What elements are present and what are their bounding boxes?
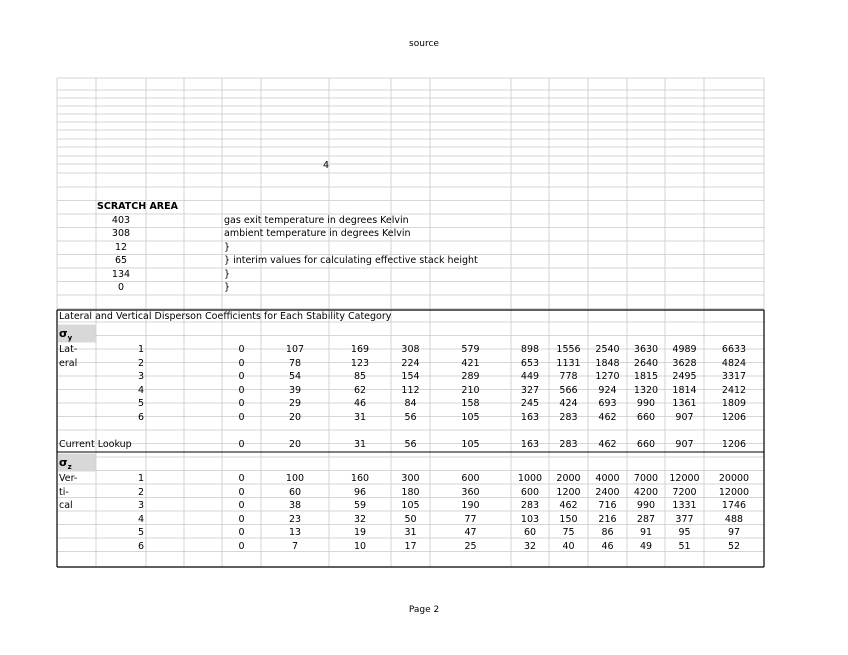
sigma-y-value: 1361: [672, 398, 697, 409]
scratch-note: }: [224, 282, 231, 293]
sigma-z-value: 0: [238, 486, 245, 498]
marker-value: 4: [322, 160, 329, 171]
sigma-z-category: 1: [137, 473, 144, 484]
sigma-y-value: 210: [461, 384, 480, 396]
current-lookup-label: Current Lookup: [59, 439, 132, 450]
sigma-y-value: 289: [461, 371, 480, 382]
sigma-y-value: 107: [285, 344, 305, 355]
sigma-y-value: 3630: [633, 344, 659, 355]
current-lookup-value: 907: [675, 439, 694, 450]
sigma-y-value: 39: [288, 384, 302, 396]
sigma-z-value: 10: [353, 540, 367, 552]
sigma-y-value: 424: [559, 398, 578, 409]
sigma-y-value: 78: [288, 357, 302, 369]
sigma-y-value: 2412: [721, 384, 747, 396]
sigma-z-value: 19: [353, 527, 367, 538]
sigma-z-value: 31: [404, 527, 417, 538]
sigma-y-side-label: eral: [59, 357, 78, 369]
sigma-y-value: 31: [353, 411, 367, 423]
sigma-z-value: 100: [285, 473, 305, 484]
sigma-z-category: 2: [137, 486, 144, 498]
sigma-z-value: 17: [404, 540, 417, 552]
sigma-z-value: 160: [350, 473, 370, 484]
sigma-y-value: 2495: [672, 371, 697, 382]
sigma-y-value: 1131: [556, 357, 581, 369]
sigma-z-value: 13: [288, 527, 302, 538]
sigma-y-value: 0: [238, 357, 245, 369]
sigma-y-value: 0: [238, 411, 245, 423]
sigma-y-category: 3: [137, 371, 144, 382]
sigma-z-value: 1331: [672, 500, 697, 511]
sigma-z-value: 990: [636, 500, 656, 511]
sigma-z-value: 59: [353, 500, 367, 511]
sigma-y-value: 327: [520, 384, 540, 396]
sigma-z-value: 1200: [556, 486, 581, 498]
sigma-y-value: 1814: [672, 384, 697, 396]
current-lookup-value: 462: [598, 439, 617, 450]
sigma-z-value: 360: [461, 486, 480, 498]
sigma-z-value: 60: [288, 486, 302, 498]
sigma-z-value: 75: [562, 527, 575, 538]
sigma-z-value: 105: [401, 500, 420, 511]
sigma-z-value: 0: [238, 500, 245, 511]
sigma-y-value: 163: [520, 411, 540, 423]
sigma-y-value: 0: [238, 344, 245, 355]
sigma-y-value: 29: [288, 398, 302, 409]
sigma-y-value: 462: [598, 411, 617, 423]
current-lookup-value: 0: [238, 439, 245, 450]
sigma-z-value: 32: [523, 540, 537, 552]
sigma-z-category: 5: [137, 527, 144, 538]
sigma-y-value: 907: [675, 411, 694, 423]
sigma-z-value: 12000: [718, 486, 750, 498]
scratch-value: 12: [114, 241, 128, 253]
sigma-y-value: 778: [559, 371, 578, 382]
sigma-y-category: 1: [137, 344, 144, 355]
sigma-y-value: 169: [350, 344, 370, 355]
sigma-y-value: 421: [461, 357, 480, 369]
sigma-y-value: 2640: [633, 357, 659, 369]
sigma-y-value: 46: [353, 398, 367, 409]
sigma-z-value: 96: [353, 486, 367, 498]
sigma-y-category: 2: [137, 357, 144, 369]
scratch-note: ambient temperature in degrees Kelvin: [224, 228, 411, 239]
sigma-z-value: 180: [401, 486, 420, 498]
sigma-z-value: 7200: [672, 486, 697, 498]
sigma-z-value: 0: [238, 527, 245, 538]
sigma-z-symbol-letter: σ: [59, 456, 68, 469]
sigma-z-value: 95: [678, 527, 691, 538]
scratch-note: } interim values for calculating effective stack height: [224, 255, 478, 266]
sigma-y-symbol-sub: y: [67, 334, 73, 343]
sigma-z-value: 103: [520, 513, 540, 525]
sigma-z-value: 77: [464, 513, 477, 525]
sigma-y-value: 1556: [556, 344, 581, 355]
sigma-y-value: 4824: [721, 357, 747, 369]
sigma-z-value: 287: [636, 513, 656, 525]
sigma-z-value: 1000: [517, 473, 543, 484]
sigma-z-value: 600: [520, 486, 540, 498]
sigma-z-value: 12000: [669, 473, 700, 484]
scratch-note: }: [224, 268, 231, 280]
sigma-z-side-label: cal: [59, 500, 73, 511]
sigma-y-value: 0: [238, 384, 245, 396]
current-lookup-value: 56: [404, 439, 417, 450]
scratch-value: 308: [111, 228, 131, 239]
sigma-z-value: 46: [601, 540, 614, 552]
section-title: Lateral and Vertical Disperson Coefficients for Each Stability Category: [59, 311, 392, 322]
sigma-z-value: 7: [291, 540, 299, 552]
sigma-y-value: 924: [598, 384, 617, 396]
sigma-y-value: 3628: [672, 357, 697, 369]
sigma-y-value: 20: [288, 411, 302, 423]
scratch-note: gas exit temperature in degrees Kelvin: [224, 214, 409, 226]
sigma-y-value: 1809: [721, 398, 747, 409]
sigma-z-value: 52: [727, 540, 741, 552]
scratch-note: }: [224, 241, 231, 253]
sigma-z-value: 50: [404, 513, 417, 525]
scratch-value: 65: [114, 255, 128, 266]
sigma-z-value: 0: [238, 473, 245, 484]
current-lookup-value: 163: [520, 439, 540, 450]
sigma-z-value: 51: [678, 540, 691, 552]
sigma-y-value: 158: [461, 398, 480, 409]
sigma-z-value: 20000: [718, 473, 750, 484]
sigma-z-side-label: Ver-: [59, 473, 78, 484]
sigma-z-symbol-sub: z: [67, 463, 72, 472]
sigma-y-value: 85: [353, 371, 367, 382]
sigma-z-value: 0: [238, 540, 245, 552]
sigma-y-value: 245: [520, 398, 540, 409]
sigma-z-value: 0: [238, 513, 245, 525]
sigma-y-value: 898: [520, 344, 540, 355]
sigma-y-value: 990: [636, 398, 656, 409]
sigma-z-value: 2400: [595, 486, 620, 498]
sigma-z-value: 7000: [633, 473, 659, 484]
sigma-z-value: 600: [461, 473, 480, 484]
sigma-z-side-label: ti-: [59, 486, 69, 498]
scratch-title: SCRATCH AREA: [97, 201, 178, 212]
sigma-z-value: 40: [562, 540, 575, 552]
current-lookup-value: 31: [353, 439, 367, 450]
sigma-y-value: 6633: [721, 344, 747, 355]
sigma-y-value: 2540: [595, 344, 620, 355]
sigma-z-category: 3: [137, 500, 144, 511]
sigma-z-value: 25: [464, 540, 477, 552]
sigma-y-value: 0: [238, 398, 245, 409]
sigma-z-value: 462: [559, 500, 578, 511]
sigma-z-value: 49: [639, 540, 653, 552]
sigma-z-value: 97: [727, 527, 741, 538]
sigma-z-category: 4: [137, 513, 144, 525]
sigma-z-value: 32: [353, 513, 367, 525]
sigma-y-category: 4: [137, 384, 144, 396]
sigma-y-value: 449: [520, 371, 540, 382]
scratch-value: 403: [111, 214, 131, 226]
sigma-y-value: 154: [401, 371, 420, 382]
sigma-z-value: 150: [559, 513, 578, 525]
sigma-y-value: 123: [350, 357, 370, 369]
sigma-y-value: 660: [636, 411, 656, 423]
sigma-y-category: 6: [137, 411, 144, 423]
sigma-y-value: 0: [238, 371, 245, 382]
sigma-y-value: 62: [353, 384, 367, 396]
sigma-y-value: 1320: [633, 384, 659, 396]
current-lookup-value: 1206: [721, 439, 747, 450]
current-lookup-value: 660: [636, 439, 656, 450]
sigma-z-value: 190: [461, 500, 480, 511]
current-lookup-value: 20: [288, 439, 302, 450]
sigma-z-value: 38: [288, 500, 302, 511]
sigma-z-category: 6: [137, 540, 144, 552]
current-lookup-value: 283: [559, 439, 578, 450]
current-lookup-value: 105: [461, 439, 480, 450]
sigma-y-value: 224: [401, 357, 420, 369]
sigma-z-value: 23: [288, 513, 302, 525]
scratch-value: 134: [111, 268, 131, 280]
sigma-y-value: 112: [401, 384, 420, 396]
sigma-z-value: 216: [598, 513, 617, 525]
sigma-y-value: 653: [520, 357, 540, 369]
sigma-y-value: 1815: [633, 371, 659, 382]
sigma-y-value: 308: [401, 344, 420, 355]
sigma-y-value: 1270: [595, 371, 620, 382]
sigma-y-value: 54: [288, 371, 302, 382]
sigma-z-value: 4200: [633, 486, 659, 498]
sigma-y-value: 283: [559, 411, 578, 423]
sigma-z-value: 4000: [595, 473, 620, 484]
page-footer: Page 2: [408, 605, 440, 615]
sigma-z-value: 1746: [721, 500, 747, 511]
sigma-z-value: 60: [523, 527, 537, 538]
sigma-y-value: 4989: [672, 344, 697, 355]
sigma-y-value: 3317: [721, 371, 747, 382]
sigma-z-value: 377: [675, 513, 694, 525]
sigma-y-symbol-letter: σ: [59, 327, 68, 340]
sigma-z-value: 716: [598, 500, 617, 511]
sigma-y-value: 56: [404, 411, 417, 423]
sigma-y-value: 579: [461, 344, 480, 355]
sigma-y-value: 566: [559, 384, 578, 396]
sigma-z-value: 283: [520, 500, 540, 511]
sigma-y-side-label: Lat-: [59, 344, 78, 355]
page-header: source: [409, 39, 439, 49]
sigma-z-value: 47: [464, 527, 477, 538]
sigma-y-value: 1848: [595, 357, 620, 369]
sigma-z-value: 300: [401, 473, 420, 484]
sigma-y-value: 693: [598, 398, 617, 409]
scratch-value: 0: [117, 282, 125, 293]
sigma-y-value: 105: [461, 411, 480, 423]
sigma-z-value: 86: [601, 527, 614, 538]
sigma-y-value: 1206: [721, 411, 747, 423]
sigma-y-value: 84: [404, 398, 417, 409]
sigma-z-value: 91: [639, 527, 653, 538]
sigma-z-value: 488: [724, 513, 744, 525]
sigma-y-category: 5: [137, 398, 144, 409]
sigma-z-value: 2000: [556, 473, 581, 484]
